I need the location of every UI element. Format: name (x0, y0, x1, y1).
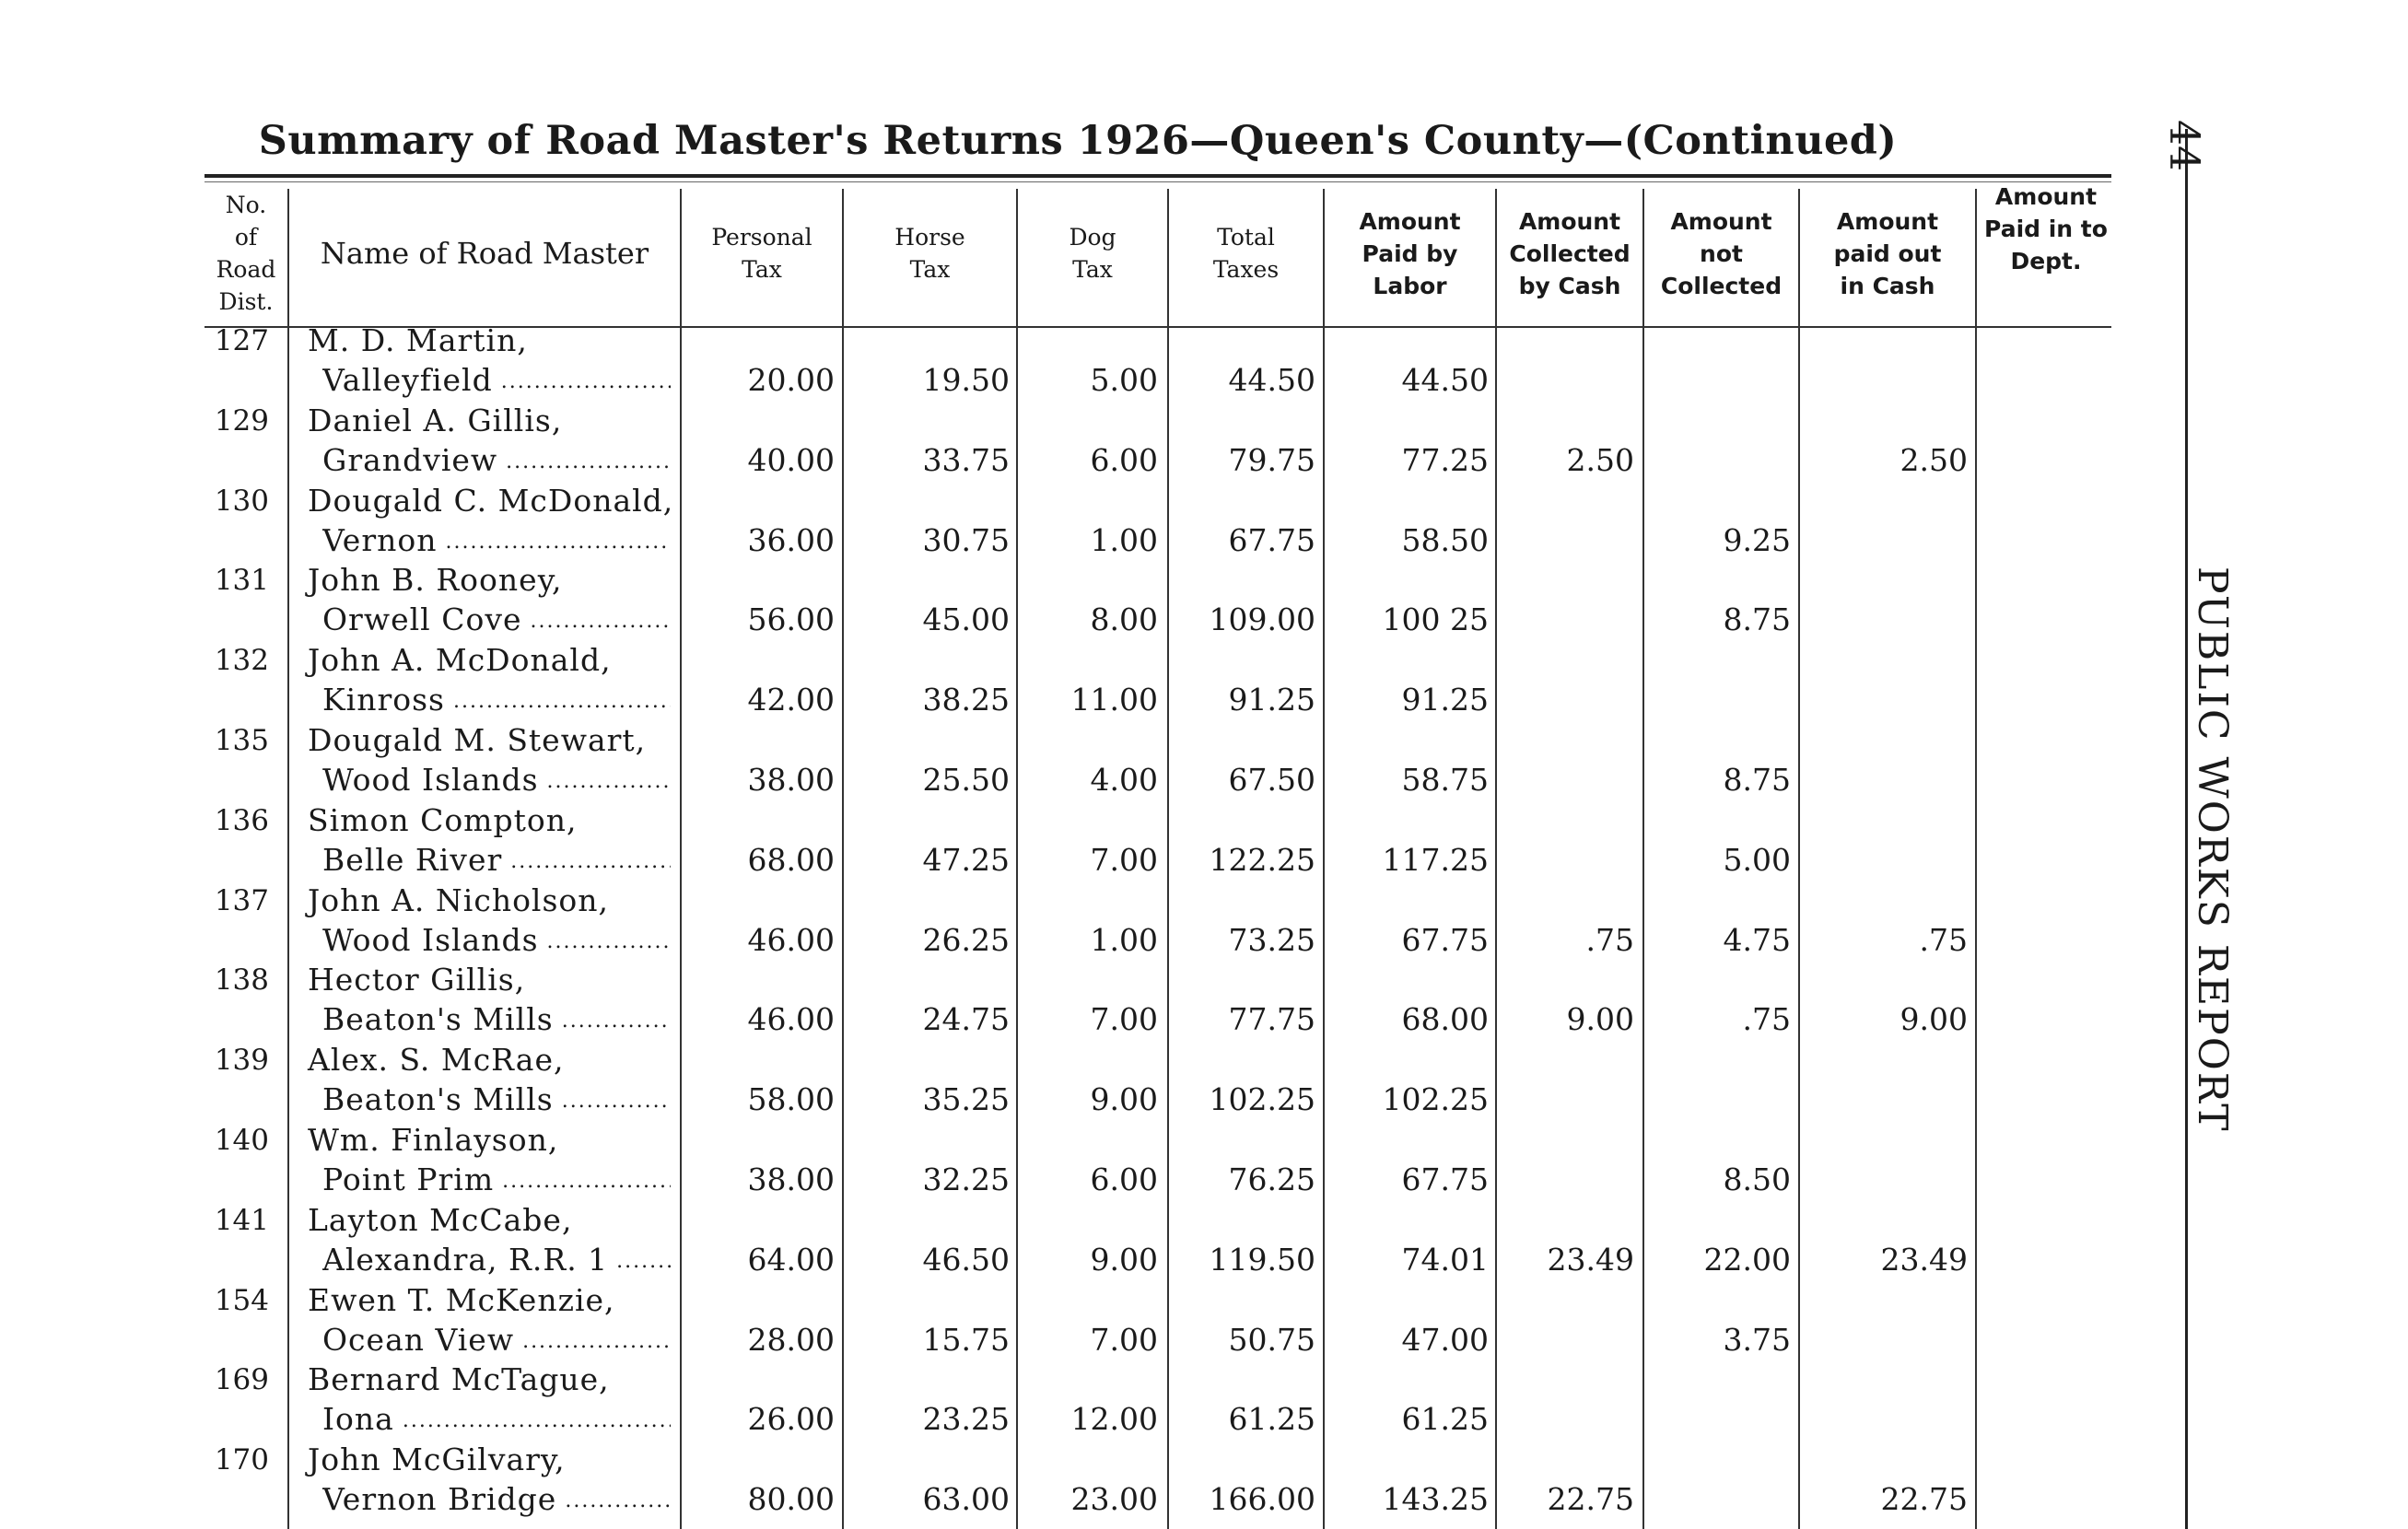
value-personal: 46.00 (747, 921, 835, 958)
value-total: 50.75 (1228, 1321, 1315, 1358)
road-master-location: Orwell Cove ..... (322, 601, 671, 638)
value-horse: 46.50 (922, 1241, 1010, 1278)
value-collected (1487, 762, 1634, 799)
road-dist-number: 129 (214, 403, 269, 438)
road-master-name: Hector Gillis, (308, 962, 526, 998)
value-total: 61.25 (1228, 1401, 1315, 1438)
value-paid-out: .75 (1919, 921, 1968, 958)
value-total: 109.00 (1209, 601, 1315, 638)
road-master-location: Wood Islands ..... (322, 922, 671, 959)
value-paid-out (1820, 682, 1968, 718)
value-total: 67.50 (1228, 762, 1315, 798)
value-personal: 46.00 (747, 1001, 835, 1038)
road-master-name: Daniel A. Gillis, (308, 402, 563, 438)
page-title: Summary of Road Master's Returns 1926—Queen's County—(Continued) (258, 118, 1898, 164)
value-collected (1487, 682, 1634, 718)
value-total: 67.75 (1228, 521, 1315, 558)
value-labor: 68.00 (1401, 1001, 1489, 1038)
value-personal: 80.00 (747, 1481, 835, 1518)
value-collected: 9.00 (1566, 1001, 1634, 1038)
value-total: 79.75 (1228, 441, 1315, 478)
value-labor: 47.00 (1401, 1321, 1489, 1358)
value-total: 44.50 (1228, 362, 1315, 398)
road-master-name: John A. McDonald, (308, 642, 612, 679)
page-number: 44 (2160, 120, 2207, 171)
value-not-collected: 22.00 (1703, 1241, 1791, 1278)
value-dog: 7.00 (1090, 1001, 1158, 1038)
road-dist-number: 135 (214, 724, 269, 757)
value-collected: 22.75 (1547, 1481, 1634, 1518)
header-paid-out-cash: Amount paid out in Cash (1833, 207, 1942, 299)
header-paid-by-labor: Amount Paid by Labor (1359, 207, 1461, 299)
value-paid-out (1820, 1081, 1968, 1118)
value-horse: 47.25 (922, 841, 1010, 878)
value-labor: 117.25 (1382, 841, 1489, 878)
value-not-collected: 3.75 (1723, 1321, 1791, 1358)
value-dog: 6.00 (1090, 441, 1158, 478)
value-total: 91.25 (1228, 682, 1315, 718)
value-collected: 2.50 (1566, 441, 1634, 478)
road-master-name: John A. Nicholson, (308, 881, 610, 918)
value-horse: 32.25 (922, 1161, 1010, 1197)
value-personal: 42.00 (747, 682, 835, 718)
road-master-name: Dougald M. Stewart, (308, 722, 647, 758)
value-collected (1487, 842, 1634, 879)
margin-rule (2185, 129, 2188, 1529)
value-labor: 44.50 (1401, 362, 1489, 398)
header-total-taxes: Total Taxes (1212, 224, 1280, 283)
road-master-location: Beaton's Mills ..... (322, 1081, 671, 1118)
value-horse: 33.75 (922, 441, 1010, 478)
road-master-name: John B. Rooney, (308, 562, 563, 599)
road-dist-number: 127 (214, 324, 269, 357)
value-total: 73.25 (1228, 921, 1315, 958)
value-paid-out (1820, 842, 1968, 879)
road-dist-number: 170 (214, 1443, 269, 1477)
value-labor: 91.25 (1401, 682, 1489, 718)
road-dist-number: 139 (214, 1044, 269, 1078)
value-paid-out (1820, 601, 1968, 638)
value-not-collected (1643, 1481, 1791, 1518)
value-total: 102.25 (1209, 1081, 1315, 1118)
value-personal: 26.00 (747, 1401, 835, 1438)
value-not-collected (1643, 442, 1791, 479)
value-personal: 40.00 (747, 441, 835, 478)
value-horse: 63.00 (922, 1481, 1010, 1518)
value-collected (1487, 1161, 1634, 1198)
road-master-name: Alex. S. McRae, (308, 1042, 565, 1079)
value-labor: 77.25 (1401, 441, 1489, 478)
header-road-dist: No. of Road Dist. (216, 192, 276, 315)
road-master-location: Kinross ..... (322, 682, 671, 718)
value-horse: 35.25 (922, 1081, 1010, 1118)
value-horse: 15.75 (922, 1321, 1010, 1358)
header-paid-to-dept: Amount Paid in to Dept. (1984, 183, 2108, 274)
road-master-location: Vernon Bridge ..... (322, 1481, 671, 1518)
value-dog: 1.00 (1090, 921, 1158, 958)
value-labor: 74.01 (1401, 1241, 1489, 1278)
value-dog: 6.00 (1090, 1161, 1158, 1197)
header-collected-by-cash: Amount Collected by Cash (1509, 207, 1631, 299)
road-dist-number: 136 (214, 803, 269, 837)
road-master-location: Beaton's Mills ..... (322, 1001, 671, 1038)
value-paid-out (1820, 1322, 1968, 1359)
value-not-collected: 9.25 (1723, 521, 1791, 558)
value-personal: 58.00 (747, 1081, 835, 1118)
running-head: PUBLIC WORKS REPORT (2189, 566, 2236, 1133)
value-dog: 23.00 (1070, 1481, 1158, 1518)
value-not-collected: 8.75 (1723, 601, 1791, 638)
road-master-location: Valleyfield ..... (322, 362, 671, 399)
road-dist-number: 137 (214, 883, 269, 917)
road-master-location: Vernon ..... (322, 522, 671, 559)
value-not-collected (1643, 1401, 1791, 1438)
value-collected (1487, 1322, 1634, 1359)
value-horse: 19.50 (922, 362, 1010, 398)
road-master-location: Grandview ..... (322, 442, 671, 479)
value-paid-out: 22.75 (1880, 1481, 1968, 1518)
road-master-location: Wood Islands ..... (322, 762, 671, 799)
value-labor: 143.25 (1382, 1481, 1489, 1518)
value-paid-out (1820, 1401, 1968, 1438)
header-personal-tax: Personal Tax (711, 224, 812, 283)
value-paid-out (1820, 522, 1968, 559)
value-personal: 68.00 (747, 841, 835, 878)
road-master-location: Belle River ..... (322, 842, 671, 879)
value-dog: 11.00 (1070, 682, 1158, 718)
value-paid-out: 9.00 (1900, 1001, 1968, 1038)
value-not-collected (1643, 1081, 1791, 1118)
road-dist-number: 169 (214, 1363, 269, 1397)
value-collected (1487, 522, 1634, 559)
value-paid-out (1820, 1161, 1968, 1198)
value-not-collected: .75 (1742, 1001, 1791, 1038)
value-personal: 28.00 (747, 1321, 835, 1358)
value-paid-out: 23.49 (1880, 1241, 1968, 1278)
value-personal: 56.00 (747, 601, 835, 638)
value-paid-out (1820, 362, 1968, 399)
value-horse: 25.50 (922, 762, 1010, 798)
header-not-collected: Amount not Collected (1660, 207, 1783, 299)
road-master-location: Iona ..... (322, 1401, 671, 1438)
road-master-location: Alexandra, R.R. 1 ..... (322, 1242, 671, 1278)
road-master-location: Point Prim ..... (322, 1161, 671, 1198)
road-dist-number: 131 (214, 564, 269, 598)
value-dog: 1.00 (1090, 521, 1158, 558)
value-collected (1487, 1401, 1634, 1438)
header-road-master: Name of Road Master (320, 235, 649, 271)
road-master-name: Wm. Finlayson, (308, 1122, 559, 1158)
value-personal: 36.00 (747, 521, 835, 558)
value-dog: 7.00 (1090, 1321, 1158, 1358)
value-total: 76.25 (1228, 1161, 1315, 1197)
value-horse: 30.75 (922, 521, 1010, 558)
road-dist-number: 130 (214, 484, 269, 518)
value-labor: 100 25 (1382, 601, 1489, 638)
value-total: 119.50 (1209, 1241, 1315, 1278)
value-personal: 38.00 (747, 1161, 835, 1197)
value-labor: 102.25 (1382, 1081, 1489, 1118)
road-dist-number: 140 (214, 1124, 269, 1157)
value-not-collected: 8.50 (1723, 1161, 1791, 1197)
header-dog-tax: Dog Tax (1069, 224, 1116, 283)
value-not-collected (1643, 682, 1791, 718)
road-master-name: Ewen T. McKenzie, (308, 1281, 615, 1318)
value-not-collected (1643, 362, 1791, 399)
value-total: 77.75 (1228, 1001, 1315, 1038)
value-collected: .75 (1585, 921, 1634, 958)
value-dog: 4.00 (1090, 762, 1158, 798)
road-master-name: Layton McCabe, (308, 1201, 573, 1238)
value-not-collected: 4.75 (1723, 921, 1791, 958)
value-collected: 23.49 (1547, 1241, 1634, 1278)
road-master-name: M. D. Martin, (308, 322, 528, 358)
value-dog: 9.00 (1090, 1241, 1158, 1278)
value-not-collected: 5.00 (1723, 841, 1791, 878)
road-master-name: John McGilvary, (308, 1441, 566, 1478)
value-dog: 12.00 (1070, 1401, 1158, 1438)
road-master-name: Simon Compton, (308, 801, 578, 838)
value-collected (1487, 1081, 1634, 1118)
value-total: 166.00 (1209, 1481, 1315, 1518)
road-master-location: Ocean View ..... (322, 1322, 671, 1359)
value-labor: 61.25 (1401, 1401, 1489, 1438)
value-collected (1487, 601, 1634, 638)
road-dist-number: 154 (214, 1283, 269, 1317)
value-personal: 38.00 (747, 762, 835, 798)
value-dog: 7.00 (1090, 841, 1158, 878)
value-collected (1487, 362, 1634, 399)
value-labor: 58.50 (1401, 521, 1489, 558)
value-horse: 23.25 (922, 1401, 1010, 1438)
value-horse: 24.75 (922, 1001, 1010, 1038)
value-horse: 26.25 (922, 921, 1010, 958)
value-personal: 20.00 (747, 362, 835, 398)
value-not-collected: 8.75 (1723, 762, 1791, 798)
value-horse: 38.25 (922, 682, 1010, 718)
value-labor: 67.75 (1401, 921, 1489, 958)
value-dog: 8.00 (1090, 601, 1158, 638)
road-master-name: Bernard McTague, (308, 1361, 610, 1398)
value-horse: 45.00 (922, 601, 1010, 638)
value-dog: 9.00 (1090, 1081, 1158, 1118)
value-personal: 64.00 (747, 1241, 835, 1278)
road-dist-number: 141 (214, 1203, 269, 1237)
header-horse-tax: Horse Tax (894, 224, 965, 283)
road-dist-number: 132 (214, 644, 269, 678)
value-total: 122.25 (1209, 841, 1315, 878)
road-dist-number: 138 (214, 963, 269, 998)
value-labor: 67.75 (1401, 1161, 1489, 1197)
value-paid-out (1820, 762, 1968, 799)
road-master-name: Dougald C. McDonald, (308, 482, 674, 519)
value-labor: 58.75 (1401, 762, 1489, 798)
value-paid-out: 2.50 (1900, 441, 1968, 478)
value-dog: 5.00 (1090, 362, 1158, 398)
